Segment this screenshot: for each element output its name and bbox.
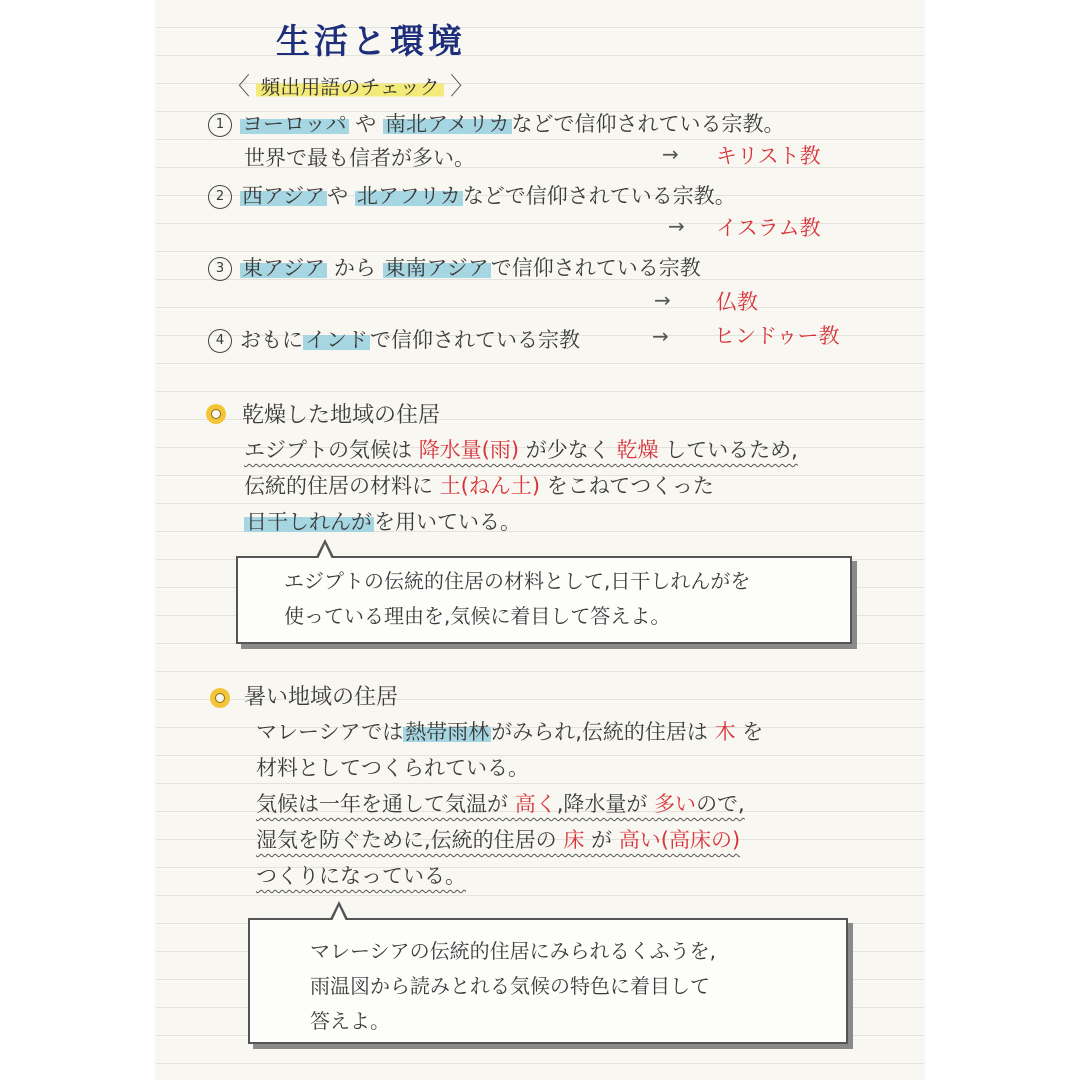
term-3-line-1: 3 東アジア から 東南アジアで信仰されている宗教 bbox=[208, 252, 701, 282]
subheading-text: 頻出用語のチェック bbox=[256, 75, 443, 99]
dry-line-3: 日干しれんがを用いている。 bbox=[246, 510, 521, 534]
term-1-answer: キリスト教 bbox=[716, 144, 821, 168]
arrow-icon: → bbox=[654, 288, 671, 312]
page-title: 生活と環境 bbox=[276, 22, 466, 62]
hot-line-5: つくりになっている。 bbox=[256, 864, 466, 888]
hot-line-3: 気候は一年を通して気温が 高く,降水量が 多いので, bbox=[256, 792, 745, 816]
term-number: 3 bbox=[208, 257, 232, 281]
term-number: 2 bbox=[208, 185, 232, 209]
hot-question-box bbox=[248, 918, 848, 1044]
hot-line-1: マレーシアでは熱帯雨林がみられ,伝統的住居は 木 を bbox=[256, 720, 764, 744]
bullet-dot-icon bbox=[210, 688, 230, 708]
term-1-line-2: 世界で最も信者が多い。 bbox=[244, 146, 475, 170]
term-3-answer: 仏教 bbox=[716, 290, 758, 314]
subheading bbox=[226, 66, 474, 101]
dry-section-heading: 乾燥した地域の住居 bbox=[242, 403, 441, 428]
term-2-answer: イスラム教 bbox=[716, 216, 821, 240]
hot-question-line-1: マレーシアの伝統的住居にみられるくふうを, bbox=[310, 939, 716, 963]
arrow-icon: → bbox=[668, 214, 685, 238]
dry-question-line-1: エジプトの伝統的住居の材料として,日干しれんがを bbox=[284, 569, 751, 593]
term-4-line-1: 4 おもにインドで信仰されている宗教 bbox=[208, 324, 580, 354]
right-bracket-icon: 〉 bbox=[450, 72, 475, 100]
term-1-line-1: 1 ヨーロッパ や 南北アメリカなどで信仰されている宗教。 bbox=[208, 108, 785, 138]
bullet-dot-icon bbox=[206, 404, 226, 424]
term-number: 1 bbox=[208, 113, 232, 137]
dry-line-1: エジプトの気候は 降水量(雨) が少なく 乾燥 しているため, bbox=[244, 438, 798, 462]
dry-line-2: 伝統的住居の材料に 土(ねん土) をこねてつくった bbox=[244, 474, 714, 498]
dry-question-line-2: 使っている理由を,気候に着目して答えよ。 bbox=[284, 604, 671, 628]
arrow-icon: → bbox=[652, 324, 669, 348]
hot-line-4: 湿気を防ぐために,伝統的住居の 床 が 高い(高床の) bbox=[256, 828, 741, 852]
hot-line-2: 材料としてつくられている。 bbox=[256, 756, 529, 780]
hot-section-heading: 暑い地域の住居 bbox=[244, 685, 399, 710]
hot-question-line-3: 答えよ。 bbox=[310, 1009, 390, 1033]
left-bracket-icon: 〈 bbox=[226, 72, 250, 100]
dry-question-box bbox=[236, 556, 852, 644]
term-4-answer: ヒンドゥー教 bbox=[714, 324, 840, 348]
term-number: 4 bbox=[208, 329, 232, 353]
term-2-line-1: 2 西アジアや 北アフリカなどで信仰されている宗教。 bbox=[208, 180, 736, 210]
hot-question-line-2: 雨温図から読みとれる気候の特色に着目して bbox=[310, 974, 710, 998]
arrow-icon: → bbox=[662, 142, 679, 166]
